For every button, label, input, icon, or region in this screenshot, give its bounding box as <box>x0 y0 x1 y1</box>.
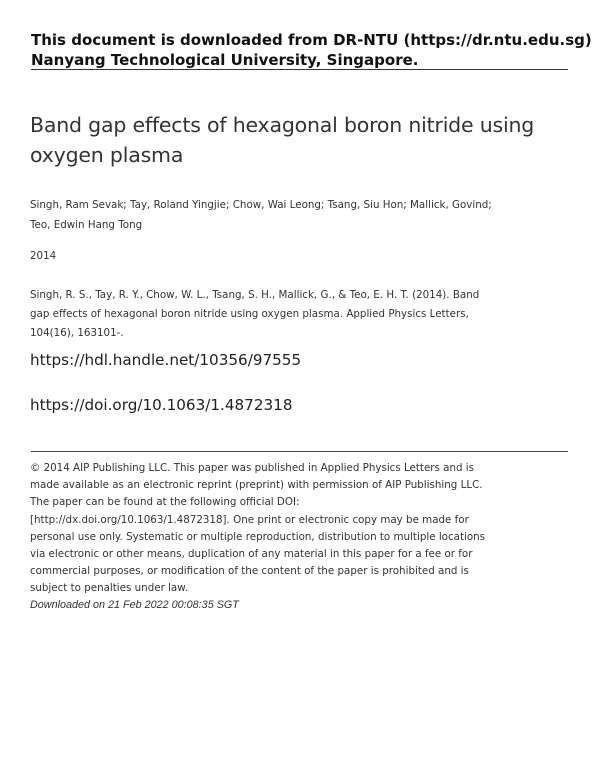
paper-authors: Singh, Ram Sevak; Tay, Roland Yingjie; Chow, Wai Leong; Tsang, Siu Hon; Mallick, Govind; Teo, Edwin Hang Tong <box>30 199 492 231</box>
repository-header-line2: Nanyang Technological University, Singapore. <box>31 51 419 69</box>
download-timestamp: Downloaded on 21 Feb 2022 00:08:35 SGT <box>30 599 239 611</box>
paper-title: Band gap effects of hexagonal boron nitride using oxygen plasma <box>30 113 535 167</box>
doi-link[interactable]: https://doi.org/10.1063/1.4872318 <box>30 396 293 414</box>
paper-citation: Singh, R. S., Tay, R. Y., Chow, W. L., Tsang, S. H., Mallick, G., & Teo, E. H. T. (2014). Band gap effects of hexagonal boron nitride using oxygen plasma. Applied Physics Letters, 104(16), 163101-. <box>30 289 480 339</box>
section-divider <box>31 451 568 452</box>
copyright-notice: © 2014 AIP Publishing LLC. This paper was published in Applied Physics Letters and is made available as an electronic reprint (preprint) with permission of AIP Publishing LLC. The paper can be found at the following official DOI: [http://dx.doi.org/10.1063/1.4872318]. One print or electronic copy may be made for personal use only. Systematic or multiple reproduction, distribution to multiple locations via electronic or other means, duplication of any material in this paper for a fee or for commercial purposes, or modification of the content of the paper is prohibited and is subject to penalties under law. <box>30 462 486 595</box>
paper-year: 2014 <box>30 250 57 262</box>
header-divider <box>31 69 568 70</box>
repository-header <box>31 30 592 70</box>
repository-header-line1: This document is downloaded from DR-NTU (https://dr.ntu.edu.sg) <box>31 31 592 49</box>
handle-link[interactable]: https://hdl.handle.net/10356/97555 <box>30 351 302 369</box>
